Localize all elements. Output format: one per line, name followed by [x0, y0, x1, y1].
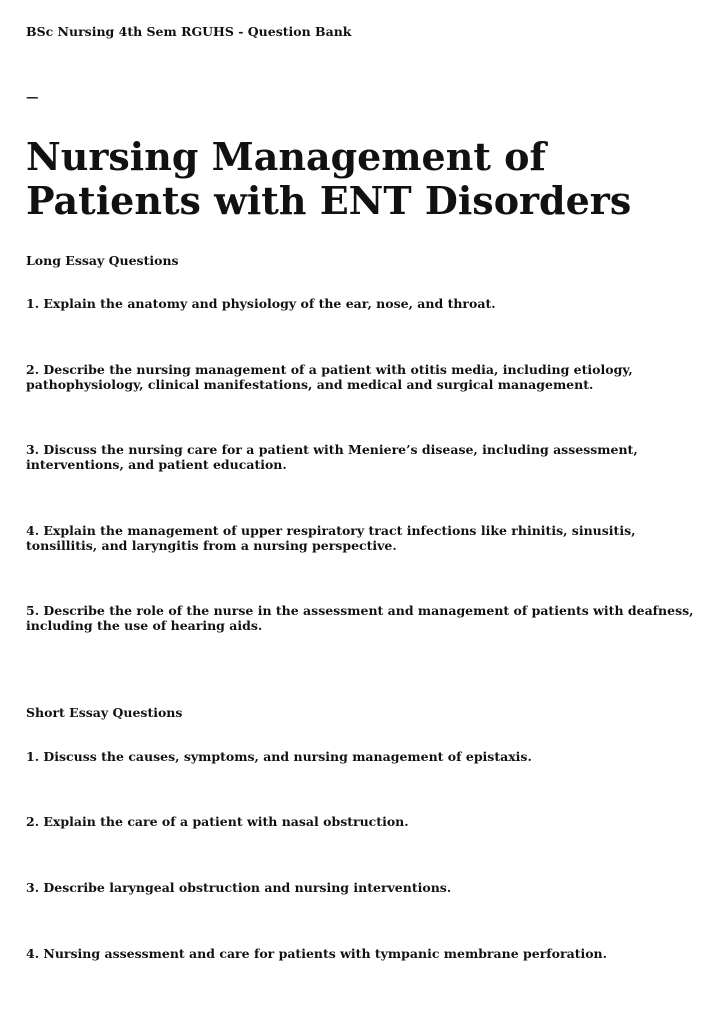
- separator-dash: —: [26, 89, 39, 104]
- long-essay-question: 5. Describe the role of the nurse in the assessment and management of patients with deafness, including the use of hearing aids.: [26, 603, 694, 633]
- long-essay-question: 1. Explain the anatomy and physiology of the ear, nose, and throat.: [26, 296, 496, 311]
- page-title: Nursing Management of Patients with ENT Disorders: [26, 134, 632, 223]
- long-essay-question: 4. Explain the management of upper respiratory tract infections like rhinitis, sinusitis, tonsillitis, and laryngitis from a nursing perspective.: [26, 523, 636, 553]
- long-essay-question: 3. Discuss the nursing care for a patient with Meniere’s disease, including assessment, interventions, and patient education.: [26, 442, 638, 472]
- short-essay-heading: Short Essay Questions: [26, 705, 183, 720]
- document-header: BSc Nursing 4th Sem RGUHS - Question Bank: [26, 24, 352, 39]
- short-essay-question: 3. Describe laryngeal obstruction and nursing interventions.: [26, 880, 452, 895]
- short-essay-question: 4. Nursing assessment and care for patients with tympanic membrane perforation.: [26, 946, 607, 961]
- long-essay-question: 2. Describe the nursing management of a patient with otitis media, including etiology, pathophysiology, clinical manifestations, and medical and surgical management.: [26, 362, 633, 392]
- short-essay-question: 2. Explain the care of a patient with nasal obstruction.: [26, 814, 409, 829]
- long-essay-heading: Long Essay Questions: [26, 253, 179, 268]
- short-essay-question: 1. Discuss the causes, symptoms, and nursing management of epistaxis.: [26, 749, 532, 764]
